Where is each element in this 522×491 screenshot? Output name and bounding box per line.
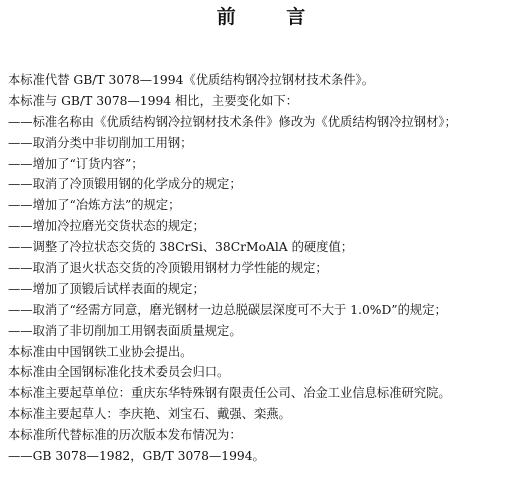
- change-item-cancel-chemical-composition: ——取消了冷顶锻用钢的化学成分的规定；: [8, 177, 242, 192]
- document-body: [8, 70, 520, 467]
- change-item-cancel-annealed-properties: ——取消了退火状态交货的冷顶锻用钢材力学性能的规定；: [8, 261, 328, 276]
- change-item-adjust-hardness: ——调整了冷拉状态交货的 38CrSi、38CrMoAlA 的硬度值；: [8, 240, 354, 255]
- previous-editions-list: ——GB 3078—1982，GB/T 3078—1994。: [8, 449, 265, 464]
- change-item-cancel-non-cutting-steel: ——取消分类中非切削加工用钢；: [8, 135, 193, 150]
- change-item-cancel-surface-quality: ——取消了非切削加工用钢表面质量规定。: [8, 323, 242, 338]
- change-item-add-polished-delivery: ——增加冷拉磨光交货状态的规定；: [8, 219, 205, 234]
- paragraph-main-changes: 本标准与 GB/T 3078—1994 相比，主要变化如下：: [8, 93, 298, 108]
- paragraph-drafters: 本标准主要起草人：李庆艳、刘宝石、戴强、栾燕。: [8, 407, 291, 422]
- paragraph-proposed-by: 本标准由中国钢铁工业协会提出。: [8, 344, 193, 359]
- paragraph-drafting-units: 本标准主要起草单位：重庆东华特殊钢有限责任公司、冶金工业信息标准研究院。: [8, 386, 451, 401]
- change-item-add-upset-surface: ——增加了顶锻后试样表面的规定；: [8, 281, 205, 296]
- change-item-add-order-content: ——增加了“订货内容”；: [8, 156, 144, 171]
- page-title: 前 言: [216, 6, 328, 28]
- paragraph-administered-by: 本标准由全国钢标准化技术委员会归口。: [8, 365, 230, 380]
- change-item-title-renamed: ——标准名称由《优质结构钢冷拉钢材技术条件》修改为《优质结构钢冷拉钢材》；: [8, 114, 457, 129]
- change-item-cancel-decarburization: ——取消了“经需方同意，磨光钢材一边总脱碳层深度可不大于 1.0%D”的规定；: [8, 302, 447, 317]
- paragraph-previous-editions: 本标准所代替标准的历次版本发布情况为：: [8, 428, 242, 443]
- paragraph-replaces-standard: 本标准代替 GB/T 3078—1994《优质结构钢冷拉钢材技术条件》。: [8, 73, 374, 87]
- change-item-add-smelting-method: ——增加了“冶炼方法”的规定；: [8, 198, 181, 213]
